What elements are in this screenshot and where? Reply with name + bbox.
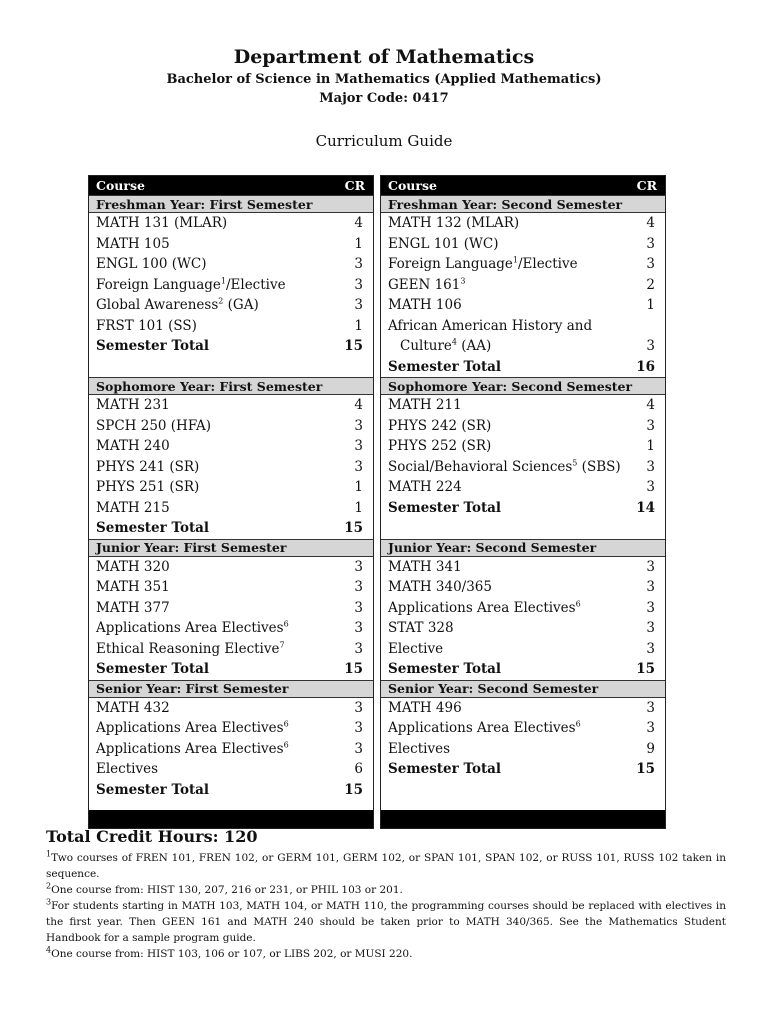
semester-title: Senior Year: First Semester — [89, 680, 373, 698]
footnote-text: Two courses of FREN 101, FREN 102, or GERM 101, GERM 102, or SPAN 101, SPAN 102, or RUSS 101, RUSS 102 taken in sequence. — [46, 852, 726, 880]
course-name — [388, 418, 491, 434]
course-text: PHYS 241 (SR) — [96, 458, 200, 475]
course-row — [89, 639, 373, 660]
semester-section — [381, 680, 665, 801]
course-name — [96, 256, 207, 272]
credit-value: 4 — [354, 397, 363, 414]
course-row — [381, 436, 665, 457]
course-text: MATH 496 — [388, 699, 462, 716]
footnote-ref: 5 — [572, 458, 578, 468]
credit-value: 4 — [646, 215, 655, 232]
footnote-ref: 6 — [283, 619, 289, 629]
footnote-text: One course from: HIST 103, 106 or 107, or LIBS 202, or MUSI 220. — [51, 948, 413, 960]
course-header: Course — [96, 178, 145, 193]
course-name — [388, 741, 450, 757]
credit-value: 3 — [354, 417, 363, 434]
course-row — [89, 395, 373, 416]
course-row — [381, 618, 665, 639]
semester-total — [89, 336, 373, 357]
footnote-ref: 6 — [283, 740, 289, 750]
course-row — [381, 639, 665, 660]
credit-value: 3 — [646, 558, 655, 575]
course-text: MATH 240 — [96, 438, 170, 455]
course-row — [381, 598, 665, 619]
course-name — [96, 459, 199, 475]
course-text: MATH 432 — [96, 699, 170, 716]
semester-section — [381, 377, 665, 539]
course-suffix: (AA) — [457, 338, 492, 355]
course-name — [388, 256, 578, 272]
course-text: STAT 328 — [388, 620, 454, 637]
course-text: Applications Area Electives — [96, 720, 284, 737]
footnote-number: 2 — [46, 881, 52, 891]
course-text: ENGL 100 (WC) — [96, 256, 207, 273]
semester-total — [381, 759, 665, 780]
course-text: MATH 377 — [96, 599, 170, 616]
course-text: SPCH 250 (HFA) — [96, 417, 212, 434]
total-label: Semester Total — [96, 520, 210, 537]
footnote-number: 1 — [46, 849, 52, 859]
course-text: PHYS 252 (SR) — [388, 438, 492, 455]
course-text: MATH 231 — [96, 397, 170, 414]
course-row — [381, 234, 665, 255]
blank-row — [381, 780, 665, 801]
footnote-ref: 3 — [460, 276, 466, 286]
credit-value: 3 — [354, 579, 363, 596]
footnote-ref: 6 — [283, 719, 289, 729]
credit-value: 3 — [646, 620, 655, 637]
credit-value: 3 — [646, 579, 655, 596]
total-value: 15 — [344, 520, 363, 537]
semester-total — [381, 357, 665, 378]
credit-value: 3 — [646, 458, 655, 475]
course-text: MATH 131 (MLAR) — [96, 215, 228, 232]
total-label: Semester Total — [388, 499, 502, 516]
course-row — [89, 477, 373, 498]
course-text: FRST 101 (SS) — [96, 317, 197, 334]
semester-title: Junior Year: Second Semester — [381, 539, 665, 557]
credit-value: 3 — [354, 699, 363, 716]
course-text: Electives — [388, 740, 451, 757]
course-name — [96, 741, 289, 757]
course-name — [388, 559, 462, 575]
major-code: Major Code: 0417 — [319, 91, 449, 106]
footnote-text: For students starting in MATH 103, MATH 104, or MATH 110, the programming courses should be replaced with electives in the first year. Then GEEN 161 and MATH 240 should be taken prior to MATH 340/365. See the Mathematics Student Handbook for a sample program guide. — [46, 900, 726, 944]
department-title: Department of Mathematics — [233, 46, 535, 68]
credit-value: 3 — [646, 479, 655, 496]
footer-bar — [381, 810, 665, 828]
course-name — [96, 418, 211, 434]
semester-total — [89, 518, 373, 539]
footnote-ref: 6 — [575, 719, 581, 729]
credit-value: 3 — [646, 640, 655, 657]
credit-value: 3 — [646, 256, 655, 273]
course-text: Foreign Language — [96, 276, 221, 293]
semester-total — [89, 659, 373, 680]
course-name — [388, 397, 462, 413]
course-row — [381, 477, 665, 498]
course-name — [388, 600, 581, 616]
semester-section — [89, 680, 373, 801]
course-row — [381, 213, 665, 234]
blank-row — [89, 357, 373, 378]
course-row — [89, 498, 373, 519]
course-name — [96, 479, 199, 495]
blank-row — [381, 518, 665, 539]
credit-value: 3 — [646, 417, 655, 434]
course-name — [388, 700, 462, 716]
course-text: PHYS 242 (SR) — [388, 417, 492, 434]
course-name — [388, 215, 519, 231]
course-text: Applications Area Electives — [388, 599, 576, 616]
cr-header: CR — [636, 178, 657, 193]
course-suffix: /Elective — [225, 276, 286, 293]
credit-value: 3 — [354, 438, 363, 455]
semester-total — [381, 498, 665, 519]
course-name — [388, 438, 491, 454]
course-row — [89, 557, 373, 578]
credit-value: 3 — [646, 235, 655, 252]
course-row — [89, 698, 373, 719]
course-row — [381, 254, 665, 275]
semester-total — [89, 780, 373, 801]
course-name — [96, 397, 170, 413]
course-text: Elective — [388, 640, 444, 657]
course-text: Foreign Language — [388, 256, 513, 273]
course-name — [388, 236, 499, 252]
footnote-ref: 1 — [512, 255, 518, 265]
credit-value: 3 — [646, 599, 655, 616]
course-row — [89, 254, 373, 275]
footnote — [46, 946, 726, 962]
course-row — [381, 457, 665, 478]
footnote-ref: 1 — [220, 276, 226, 286]
credit-value: 1 — [354, 235, 363, 252]
course-name — [388, 720, 581, 736]
footnote-number: 3 — [46, 897, 52, 907]
course-name — [96, 215, 227, 231]
course-text: Applications Area Electives — [96, 620, 284, 637]
course-name — [96, 600, 170, 616]
course-row — [89, 618, 373, 639]
course-name — [388, 641, 443, 657]
footnote — [46, 882, 726, 898]
credit-value: 3 — [646, 338, 655, 355]
course-row — [381, 395, 665, 416]
course-text: MATH 105 — [96, 235, 170, 252]
footnotes — [46, 850, 726, 962]
course-row — [381, 316, 665, 357]
footnote-ref: 2 — [218, 296, 224, 306]
total-value: 16 — [636, 358, 655, 375]
course-row — [89, 436, 373, 457]
course-text: Culture — [400, 338, 452, 355]
course-text: MATH 106 — [388, 297, 462, 314]
course-row — [381, 698, 665, 719]
course-row — [381, 416, 665, 437]
course-text: MATH 224 — [388, 479, 462, 496]
credit-value: 3 — [354, 276, 363, 293]
course-name — [96, 641, 285, 657]
semester-section — [89, 539, 373, 680]
footnote — [46, 850, 726, 882]
course-text: Global Awareness — [96, 297, 219, 314]
credit-value: 1 — [646, 297, 655, 314]
credit-value: 3 — [354, 599, 363, 616]
total-label: Semester Total — [96, 661, 210, 678]
credit-value: 1 — [354, 317, 363, 334]
course-suffix: (GA) — [223, 297, 259, 314]
course-row — [89, 295, 373, 316]
semester-title: Senior Year: Second Semester — [381, 680, 665, 698]
course-name — [96, 761, 158, 777]
credit-value: 1 — [354, 479, 363, 496]
credit-value: 3 — [354, 620, 363, 637]
course-text: PHYS 251 (SR) — [96, 479, 200, 496]
footer-bar — [89, 810, 373, 828]
course-name — [96, 500, 170, 516]
semester-total — [381, 659, 665, 680]
course-name — [96, 720, 289, 736]
credit-value: 4 — [646, 397, 655, 414]
course-row — [89, 577, 373, 598]
course-text: Electives — [96, 761, 159, 778]
credit-value: 3 — [354, 256, 363, 273]
footnote-ref: 7 — [279, 640, 285, 650]
footnote-text: One course from: HIST 130, 207, 216 or 231, or PHIL 103 or 201. — [51, 884, 403, 896]
left-column — [89, 176, 373, 828]
course-row — [381, 557, 665, 578]
credit-value: 3 — [354, 297, 363, 314]
program-title: Bachelor of Science in Mathematics (Applied Mathematics) — [166, 72, 602, 87]
course-row — [89, 457, 373, 478]
course-name — [388, 297, 462, 313]
right-column — [381, 176, 665, 828]
credit-value: 3 — [354, 458, 363, 475]
course-name — [96, 438, 170, 454]
course-text: MATH 215 — [96, 499, 170, 516]
semester-title: Sophomore Year: Second Semester — [381, 377, 665, 395]
total-label: Semester Total — [96, 781, 210, 798]
footnote-ref: 4 — [451, 337, 457, 347]
course-name — [388, 620, 454, 636]
course-name — [96, 559, 170, 575]
curriculum-table — [89, 176, 665, 828]
course-row — [89, 275, 373, 296]
course-name — [96, 620, 289, 636]
course-text: Applications Area Electives — [96, 740, 284, 757]
credit-value: 9 — [646, 740, 655, 757]
credit-value: 3 — [354, 640, 363, 657]
semester-section — [89, 195, 373, 377]
semester-title: Junior Year: First Semester — [89, 539, 373, 557]
course-row — [89, 234, 373, 255]
semester-title: Freshman Year: First Semester — [89, 195, 373, 213]
course-row — [89, 718, 373, 739]
credit-value: 2 — [646, 276, 655, 293]
course-suffix: (SBS) — [577, 458, 621, 475]
course-row — [89, 213, 373, 234]
course-text: MATH 132 (MLAR) — [388, 215, 520, 232]
column-header — [381, 176, 665, 195]
course-row — [89, 598, 373, 619]
course-text: MATH 340/365 — [388, 579, 492, 596]
total-label: Semester Total — [388, 661, 502, 678]
footnote-ref: 6 — [575, 599, 581, 609]
total-value: 15 — [636, 661, 655, 678]
semester-section — [381, 539, 665, 680]
credit-value: 3 — [646, 699, 655, 716]
course-text: MATH 351 — [96, 579, 170, 596]
course-row — [381, 577, 665, 598]
course-text: ENGL 101 (WC) — [388, 235, 499, 252]
total-value: 15 — [636, 761, 655, 778]
credit-value: 6 — [354, 761, 363, 778]
course-text: African American History and — [388, 317, 593, 334]
total-label: Semester Total — [388, 761, 502, 778]
course-row — [89, 759, 373, 780]
credit-value: 1 — [354, 499, 363, 516]
total-label: Semester Total — [96, 338, 210, 355]
course-row — [89, 739, 373, 760]
course-name — [96, 236, 170, 252]
course-name — [388, 459, 621, 475]
total-value: 15 — [344, 661, 363, 678]
guide-title: Curriculum Guide — [315, 132, 453, 150]
course-header: Course — [388, 178, 437, 193]
course-name — [400, 338, 491, 354]
course-name — [96, 579, 170, 595]
column-header — [89, 176, 373, 195]
semester-section — [381, 195, 665, 377]
total-value: 14 — [636, 499, 655, 516]
credit-value: 4 — [354, 215, 363, 232]
credit-value: 3 — [646, 720, 655, 737]
semester-section — [89, 377, 373, 539]
course-row — [89, 316, 373, 337]
course-name — [388, 277, 465, 293]
course-text: GEEN 161 — [388, 276, 461, 293]
course-name — [96, 297, 259, 313]
course-name — [388, 479, 462, 495]
cr-header: CR — [344, 178, 365, 193]
course-text: MATH 211 — [388, 397, 462, 414]
total-value: 15 — [344, 781, 363, 798]
course-row — [89, 416, 373, 437]
footnote-number: 4 — [46, 945, 52, 955]
total-credit-hours: Total Credit Hours: 120 — [46, 827, 258, 846]
credit-value: 1 — [646, 438, 655, 455]
course-line — [381, 336, 665, 357]
credit-value: 3 — [354, 720, 363, 737]
course-row — [381, 739, 665, 760]
course-text: MATH 320 — [96, 558, 170, 575]
total-value: 15 — [344, 338, 363, 355]
course-name — [96, 318, 197, 334]
course-row — [381, 718, 665, 739]
credit-value: 3 — [354, 558, 363, 575]
course-row — [381, 295, 665, 316]
semester-title: Sophomore Year: First Semester — [89, 377, 373, 395]
course-text: Social/Behavioral Sciences — [388, 458, 573, 475]
credit-value: 3 — [354, 740, 363, 757]
course-text: MATH 341 — [388, 558, 462, 575]
course-name — [96, 277, 286, 293]
course-suffix: /Elective — [517, 256, 578, 273]
course-name — [96, 700, 170, 716]
course-text: Applications Area Electives — [388, 720, 576, 737]
total-label: Semester Total — [388, 358, 502, 375]
course-name — [388, 579, 492, 595]
course-text: Ethical Reasoning Elective — [96, 640, 280, 657]
semester-title: Freshman Year: Second Semester — [381, 195, 665, 213]
course-row — [381, 275, 665, 296]
footnote — [46, 898, 726, 946]
